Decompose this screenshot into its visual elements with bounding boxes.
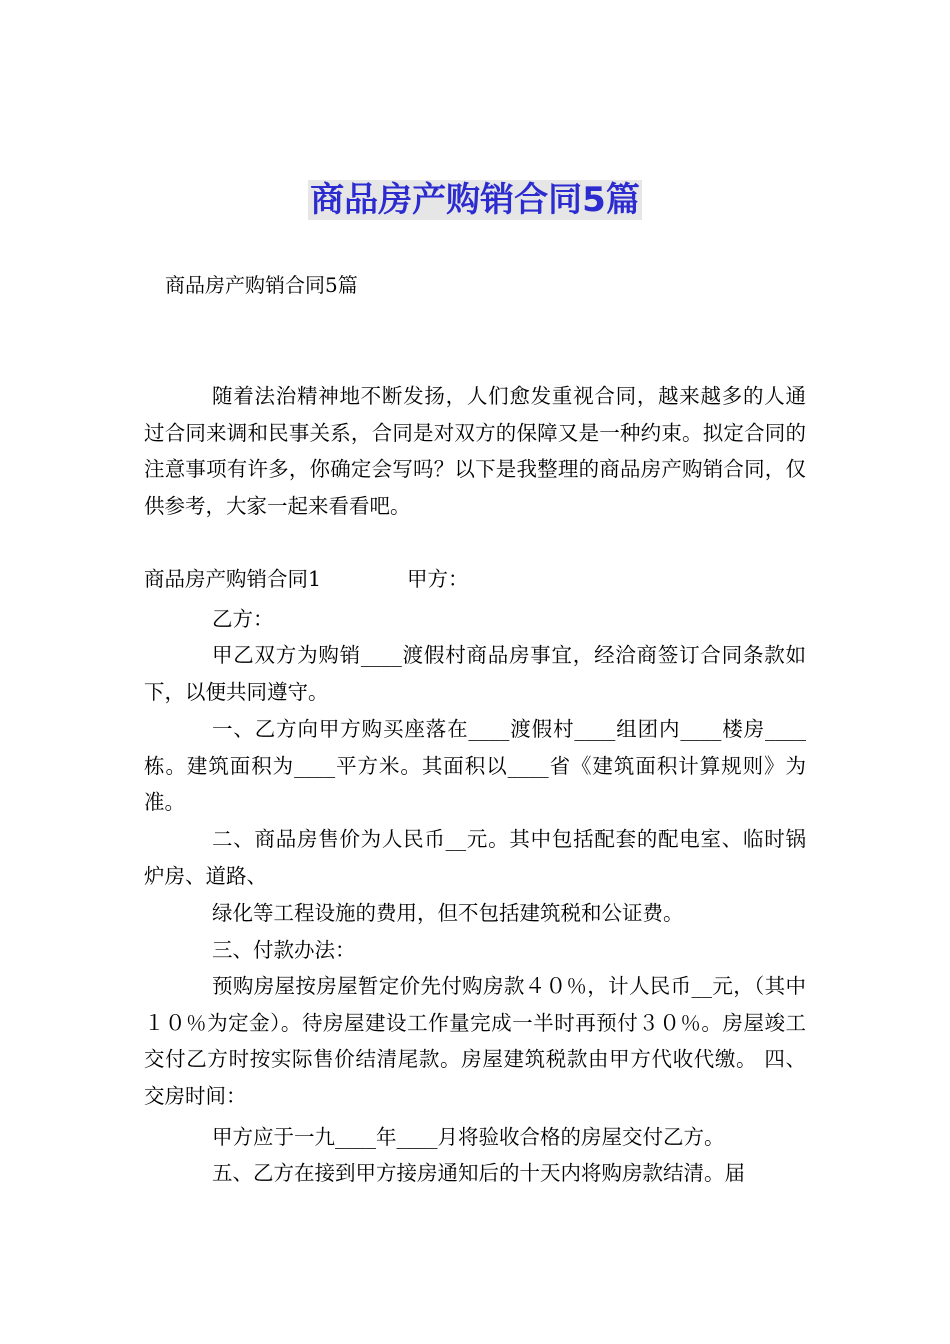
clause-3-paragraph: 预购房屋按房屋暂定价先付购房款４０％，计人民币__元，（其中１０％为定金）。待房屋建设工作量完成一半时再预付３０％。房屋竣工交付乙方时按实际售价结清尾款。房屋建筑税款由甲方代收代缴。 四、交房时间： [144, 974, 806, 1108]
intro-paragraph: 随着法治精神地不断发扬，人们愈发重视合同，越来越多的人通过合同来调和民事关系，合同是对双方的保障又是一种约束。拟定合同的注意事项有许多，你确定会写吗？以下是我整理的商品房产购销合同，仅供参考，大家一起来看看吧。 [144, 384, 806, 518]
clause-4-paragraph: 甲方应于一九____年____月将验收合格的房屋交付乙方。 [212, 1125, 725, 1149]
clause-2-paragraph: 二、商品房售价为人民币__元。其中包括配套的配电室、临时锅炉房、道路、 [144, 827, 806, 888]
clause-3-heading: 三、付款办法： [212, 938, 356, 962]
clause-5-paragraph: 五、乙方在接到甲方接房通知后的十天内将购房款结清。届 [212, 1161, 745, 1185]
document-subtitle: 商品房产购销合同5篇 [165, 273, 358, 297]
clause-1-paragraph: 一、乙方向甲方购买座落在____渡假村____组团内____楼房____栋。建筑面积为____平方米。其面积以____省《建筑面积计算规则》为准。 [144, 717, 806, 814]
document-title: 商品房产购销合同5篇 [310, 180, 640, 220]
agreement-paragraph: 甲乙双方为购销____渡假村商品房事宜，经洽商签订合同条款如下，以便共同遵守。 [144, 643, 806, 704]
party-b-label: 乙方： [212, 607, 274, 631]
clause-2-continuation: 绿化等工程设施的费用，但不包括建筑税和公证费。 [212, 901, 684, 925]
contract-1-heading: 商品房产购销合同1 [144, 567, 322, 591]
party-a-label: 甲方： [407, 567, 469, 591]
